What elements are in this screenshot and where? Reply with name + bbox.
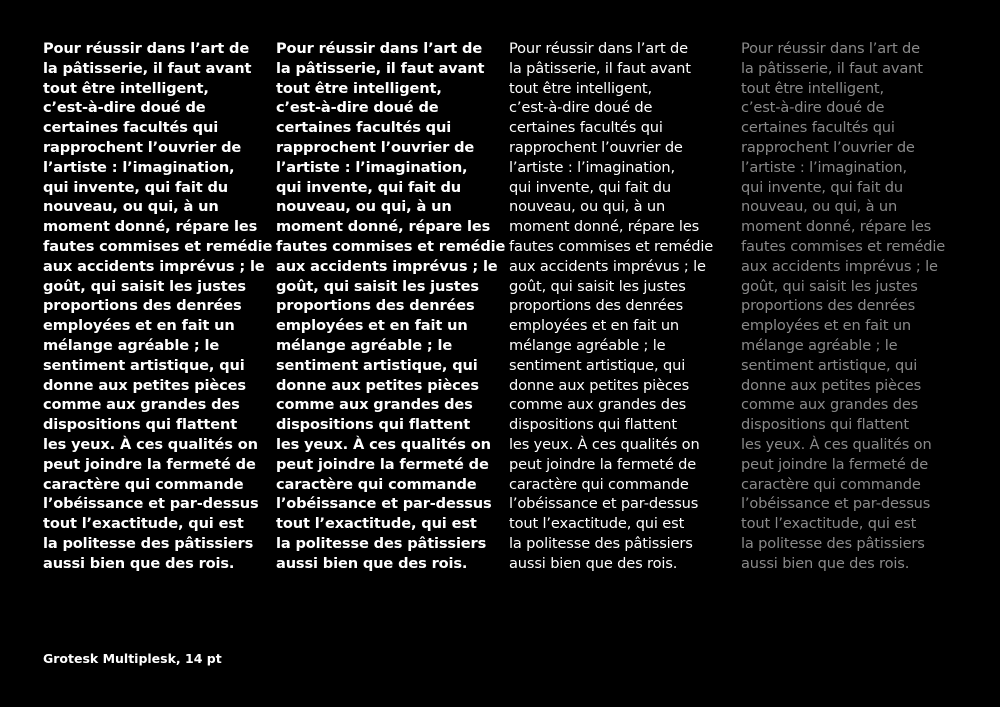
specimen-line: c’est-à-dire doué de [43, 99, 206, 117]
specimen-line: moment donné, répare les [509, 218, 700, 236]
specimen-line: l’artiste : l’imagination, [741, 158, 908, 176]
specimen-line: la pâtisserie, il faut avant [509, 59, 691, 77]
specimen-line: c’est-à-dire doué de [276, 99, 439, 117]
specimen-line: donne aux petites pièces [509, 376, 690, 394]
specimen-line: moment donné, répare les [741, 218, 932, 236]
specimen-line: mélange agréable ; le [276, 336, 453, 354]
specimen-line: tout être intelligent, [43, 79, 209, 97]
specimen-line: qui invente, qui fait du [509, 178, 671, 196]
specimen-line: sentiment artistique, qui [43, 356, 245, 374]
specimen-line: certaines facultés qui [509, 119, 663, 137]
specimen-line: c’est-à-dire doué de [509, 99, 653, 117]
specimen-line: aux accidents imprévus ; le [741, 257, 938, 275]
specimen-line: aux accidents imprévus ; le [43, 257, 265, 275]
specimen-line: caractère qui commande [509, 475, 689, 493]
specimen-line: employées et en fait un [43, 317, 235, 335]
specimen-column-light [741, 39, 976, 574]
specimen-line: mélange agréable ; le [43, 336, 220, 354]
specimen-line: peut joindre la fermeté de [509, 455, 697, 473]
specimen-line: caractère qui commande [276, 475, 477, 493]
specimen-line: dispositions qui flattent [509, 416, 677, 434]
specimen-line: la politesse des pâtissiers [741, 534, 925, 552]
specimen-line: goût, qui saisit les justes [276, 277, 479, 295]
specimen-column-regular [509, 39, 724, 574]
specimen-line: les yeux. À ces qualités on [276, 435, 491, 453]
specimen-line: fautes commises et remédie [741, 237, 946, 255]
specimen-line: Pour réussir dans l’art de [509, 40, 688, 57]
specimen-line: comme aux grandes des [509, 396, 687, 414]
specimen-line: rapprochent l’ouvrier de [43, 138, 242, 156]
specimen-line: dispositions qui flattent [741, 416, 909, 434]
specimen-line: l’artiste : l’imagination, [509, 158, 676, 176]
specimen-line: caractère qui commande [741, 475, 921, 493]
specimen-line: aussi bien que des rois. [276, 554, 468, 572]
specimen-line: peut joindre la fermeté de [741, 455, 929, 473]
specimen-line: l’obéissance et par-dessus [276, 495, 492, 513]
specimen-line: tout l’exactitude, qui est [276, 515, 477, 533]
specimen-line: peut joindre la fermeté de [276, 455, 489, 473]
specimen-line: fautes commises et remédie [276, 237, 506, 255]
specimen-line: mélange agréable ; le [509, 336, 666, 354]
specimen-line: tout l’exactitude, qui est [741, 515, 917, 533]
specimen-line: rapprochent l’ouvrier de [276, 138, 475, 156]
specimen-line: certaines facultés qui [741, 119, 895, 137]
specimen-line: tout l’exactitude, qui est [43, 515, 244, 533]
specimen-line: qui invente, qui fait du [43, 178, 229, 196]
specimen-line: nouveau, ou qui, à un [43, 198, 219, 216]
specimen-line: goût, qui saisit les justes [509, 277, 686, 295]
specimen-line: tout être intelligent, [276, 79, 442, 97]
specimen-line: aussi bien que des rois. [43, 554, 235, 572]
specimen-line: rapprochent l’ouvrier de [509, 138, 683, 156]
specimen-line: nouveau, ou qui, à un [509, 198, 666, 216]
specimen-line: dispositions qui flattent [276, 416, 471, 434]
specimen-line: proportions des denrées [509, 297, 684, 315]
specimen-line: proportions des denrées [43, 297, 242, 315]
specimen-line: la pâtisserie, il faut avant [276, 59, 485, 77]
specimen-line: employées et en fait un [509, 317, 680, 335]
specimen-line: comme aux grandes des [276, 396, 473, 414]
specimen-line: comme aux grandes des [741, 396, 919, 414]
specimen-line: tout être intelligent, [741, 79, 884, 97]
specimen-line: l’obéissance et par-dessus [741, 495, 931, 513]
specimen-line: les yeux. À ces qualités on [509, 435, 700, 453]
specimen-column-semibold [276, 39, 506, 574]
specimen-line: la politesse des pâtissiers [276, 534, 487, 552]
specimen-line: la politesse des pâtissiers [509, 534, 693, 552]
specimen-line: c’est-à-dire doué de [741, 99, 885, 117]
specimen-line: la politesse des pâtissiers [43, 534, 254, 552]
specimen-line: aussi bien que des rois. [741, 554, 910, 572]
specimen-line: sentiment artistique, qui [509, 356, 686, 374]
specimen-line: moment donné, répare les [276, 218, 491, 236]
specimen-line: qui invente, qui fait du [276, 178, 462, 196]
specimen-line: aussi bien que des rois. [509, 554, 678, 572]
specimen-line: les yeux. À ces qualités on [43, 435, 258, 453]
specimen-line: donne aux petites pièces [741, 376, 922, 394]
specimen-line: l’obéissance et par-dessus [43, 495, 259, 513]
specimen-line: donne aux petites pièces [276, 376, 479, 394]
specimen-line: comme aux grandes des [43, 396, 240, 414]
specimen-line: la pâtisserie, il faut avant [741, 59, 923, 77]
specimen-line: rapprochent l’ouvrier de [741, 138, 915, 156]
specimen-line: nouveau, ou qui, à un [276, 198, 452, 216]
specimen-column-bold [43, 39, 273, 574]
specimen-line: mélange agréable ; le [741, 336, 898, 354]
specimen-line: dispositions qui flattent [43, 416, 238, 434]
specimen-line: certaines facultés qui [276, 119, 452, 137]
specimen-line: moment donné, répare les [43, 218, 258, 236]
specimen-line: caractère qui commande [43, 475, 244, 493]
specimen-line: Pour réussir dans l’art de [276, 40, 483, 57]
specimen-line: fautes commises et remédie [509, 237, 714, 255]
specimen-line: nouveau, ou qui, à un [741, 198, 898, 216]
specimen-line: goût, qui saisit les justes [43, 277, 246, 295]
specimen-line: employées et en fait un [741, 317, 912, 335]
specimen-line: goût, qui saisit les justes [741, 277, 918, 295]
specimen-line: l’obéissance et par-dessus [509, 495, 699, 513]
specimen-line: sentiment artistique, qui [276, 356, 478, 374]
specimen-line: Pour réussir dans l’art de [43, 40, 250, 57]
specimen-line: donne aux petites pièces [43, 376, 246, 394]
specimen-line: employées et en fait un [276, 317, 468, 335]
specimen-line: aux accidents imprévus ; le [509, 257, 706, 275]
font-caption: Grotesk Multiplesk, 14 pt [43, 651, 222, 666]
specimen-line: peut joindre la fermeté de [43, 455, 256, 473]
specimen-line: la pâtisserie, il faut avant [43, 59, 252, 77]
specimen-line: tout l’exactitude, qui est [509, 515, 685, 533]
specimen-line: proportions des denrées [276, 297, 475, 315]
specimen-line: qui invente, qui fait du [741, 178, 903, 196]
specimen-line: fautes commises et remédie [43, 237, 273, 255]
specimen-line: sentiment artistique, qui [741, 356, 918, 374]
specimen-line: l’artiste : l’imagination, [43, 158, 235, 176]
specimen-line: proportions des denrées [741, 297, 916, 315]
specimen-line: l’artiste : l’imagination, [276, 158, 468, 176]
specimen-line: tout être intelligent, [509, 79, 652, 97]
specimen-line: les yeux. À ces qualités on [741, 435, 932, 453]
specimen-line: Pour réussir dans l’art de [741, 40, 920, 57]
specimen-line: certaines facultés qui [43, 119, 219, 137]
specimen-line: aux accidents imprévus ; le [276, 257, 498, 275]
